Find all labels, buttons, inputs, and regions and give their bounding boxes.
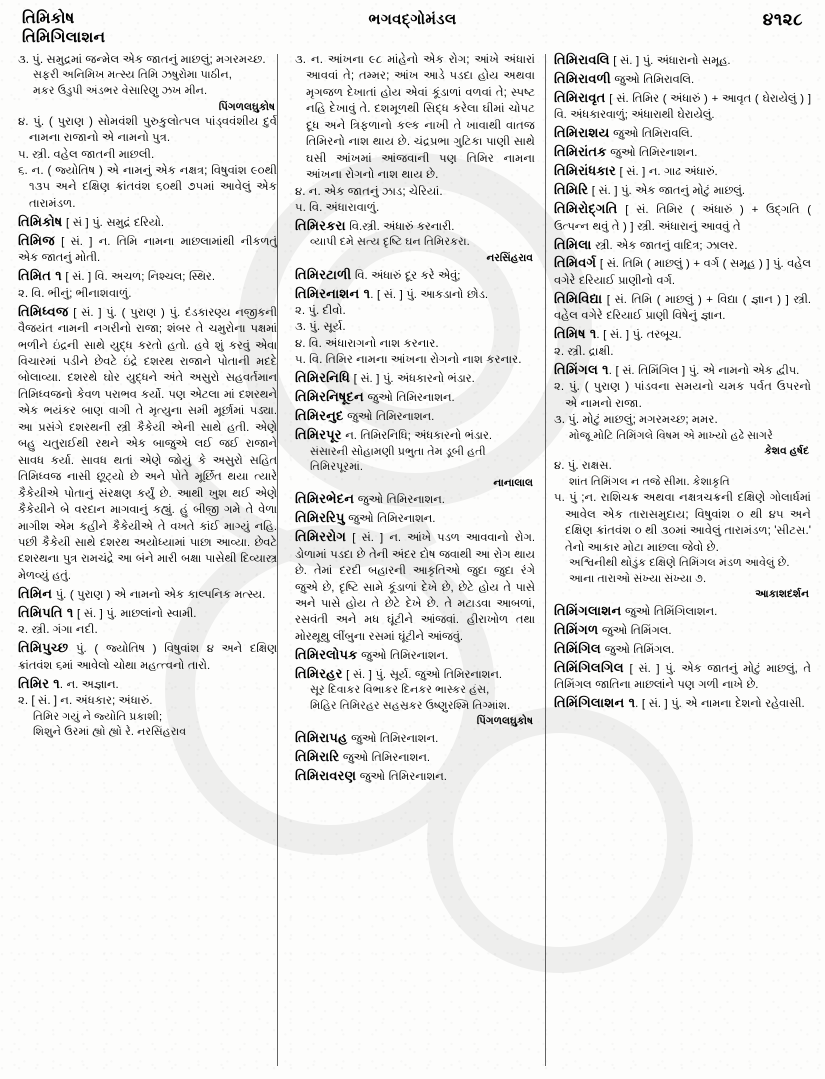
entry-body: [ સં. ] પું. એક જાતનું મોટું માછલું.	[588, 185, 746, 198]
dictionary-entry	[554, 144, 811, 161]
entry-definition	[295, 749, 535, 766]
entry-body: [ સં. તિમિ ( માછલું ) + વર્ગ ( સમૂહ ) ] પું. વહેલ વગેરે દરિયાઈ પ્રાણીનો વર્ગ.	[554, 258, 811, 287]
entry-body: . ન. અજ્ઞાન.	[59, 678, 119, 691]
entry-sense: ૩. પું. મોટું માછલું; મગરમચ્છ; મમર.	[554, 413, 718, 427]
entry-headword: તિમિંગળ	[554, 621, 599, 637]
entry-citation-quote: સફરી અનિમિખ મત્સ્ય તિમિ ઝષુરોમા પાઠીન,	[33, 69, 232, 82]
entry-definition	[295, 510, 535, 527]
entry-definition	[295, 408, 535, 425]
entry-headword: તિમિંગિલ	[554, 640, 601, 656]
dictionary-entry	[295, 427, 535, 490]
entry-body: [ સં. તિમિર ( અંધારું ) + ઉદ્ગતિ ( ઉત્પન્ન થવું તે ) ] સ્ત્રી. અંધારાનું આવવું તે	[554, 204, 811, 233]
entry-headword: તિમિંગલાશન	[554, 602, 622, 618]
entry-sense: ૫. પું ;ન. રાશિચક્ર અથવા નક્ષત્રચક્રની દક્ષિણે ગોલાર્ધમાં આવેલ એક તારાસમુદાય; વિષુવાંશ ૦ થી ૪૫ અને દક્ષિણ ક્રાંતવંશ ૦ થી ૩૦માં આવેલું તારામંડળ; 'સીટસ.' તેનો આકાર મોટા માછલા જેવો છે.	[554, 491, 811, 554]
entry-headword: તિમિરહર	[295, 665, 343, 681]
entry-headword: તિમિંગિલાશન ૧	[554, 694, 636, 710]
entry-definition	[295, 666, 535, 683]
entry-definition	[554, 237, 811, 254]
entry-headword: તિમિરભેદન	[295, 491, 355, 507]
entry-headword: તિમિરાશય	[554, 125, 610, 141]
entry-citation-quote: તિમિરપૂરમાં.	[310, 461, 363, 474]
dictionary-entry	[554, 362, 811, 601]
entry-definition	[295, 427, 535, 444]
entry-body: [ સં ] પું. સમુદ્રં દરિયો.	[62, 216, 165, 229]
entry-sense: ૬. ન. ( જ્યોતિષ ) એ નામનું એક નક્ષત્ર; વિષુવાંશ ૯૦થી ૧૩૫ અને દક્ષિણ ક્રાંતવંશ ૬૦થી ૭૫માં આવેલું એક તારામંડળ.	[18, 164, 277, 210]
entry-definition	[554, 255, 811, 289]
entry-headword: તિમિરપૂર	[295, 427, 342, 443]
entry-body: [ સં. ] પું. માછલાંનો સ્વામી.	[73, 607, 197, 620]
citation-source: કેશવ હર્ષદ	[764, 445, 809, 458]
entry-body: વિ. અંધારું દૂર કરે એવું;	[351, 269, 461, 282]
entry-definition	[554, 71, 811, 88]
entry-body: જુઓ તિમિરાવલિ.	[609, 128, 693, 141]
entry-body: [ સં. ] ન. તિમિ નામના માછલામાંથી નીકળતું એક જાતનું મોતી.	[18, 235, 277, 265]
dictionary-entry	[18, 233, 277, 267]
entry-body: [ સં. ] પું. સૂર્ય. જુઓ તિમિરનાશન.	[342, 668, 503, 681]
entry-body: ન. તિમિરનિધિ; અંધકારનો ભંડાર.	[341, 430, 493, 443]
entry-body: જુઓ તિમિરનાશન.	[606, 147, 698, 160]
entry-citation-quote: સંસારની સોહામણી પ્રભુતા તેમ ડૂબી હતી	[310, 445, 486, 458]
entry-definition	[554, 362, 811, 379]
dictionary-entry	[295, 370, 535, 387]
entry-body: જુઓ તિમિરનાશન.	[356, 770, 447, 783]
entry-body: જુઓ તિમિરનાશન.	[363, 392, 455, 405]
entry-citation-quote: તિમિર ગયું ને જ્યોતિ પ્રકાશી;	[33, 710, 163, 723]
entry-definition	[18, 268, 277, 285]
entry-citation-quote: મિહિર તિમિરહર સહસ્રકર ઉષ્ણુરશ્મિ તિગ્માંશ.	[310, 699, 511, 712]
dictionary-entry	[295, 768, 535, 785]
entry-headword: તિમિરાવૃત	[554, 89, 606, 105]
dictionary-entry	[18, 268, 277, 302]
dictionary-entry	[295, 267, 535, 284]
entry-body: . [ સં. ] પું. આકડાનો છોડ.	[370, 288, 489, 301]
entry-definition	[295, 768, 535, 785]
dictionary-entry	[18, 52, 277, 212]
dictionary-entry	[554, 125, 811, 142]
dictionary-entry	[18, 304, 277, 585]
entry-definition	[554, 201, 811, 235]
entry-sense: ૪. ન. એક જાતનું ઝાડ; ચેરિયાં.	[295, 184, 443, 198]
entry-headword: તિમિરારિ	[295, 748, 340, 764]
running-head-last-entry: તિમિગિલાશન	[22, 29, 106, 46]
entry-definition	[295, 647, 535, 664]
entry-citation-quote: વ્યાપી દમે સત્ય દૃષ્ટિ ઘન તિમિરકરા.	[310, 236, 470, 249]
book-title: ભગવદ્ગોમંડલ	[368, 11, 457, 28]
column-2	[286, 52, 544, 1072]
entry-body: [ સં. તિમિર ( અંધારું ) + આવૃત ( ઘેરાયેલું ) ] વિ. અંધકારવાળું; અંધારાથી ઘેરાયેલું.	[554, 92, 811, 122]
dictionary-entry	[554, 660, 811, 694]
entry-body: જુઓ તિમિરનાશન.	[343, 411, 435, 424]
entry-sense: ૪. પું. ( પુરાણ ) સોમવંશી પુરુકુલોત્પલ પાંડ્વવંશીય દુર્વ નામના રાજાનો એ નામનો પુત્ર.	[18, 114, 277, 145]
entry-headword: તિમિર ૧	[18, 675, 60, 691]
entry-body: વિ.સ્ત્રી. અંધારું કરનારી.	[345, 221, 455, 234]
entry-headword: તિમિરાપહ	[295, 729, 348, 745]
entry-body: [ સં. ] વિ. અચળ; નિશ્ચલ; સ્થિર.	[61, 271, 215, 284]
entry-sense: ૨. પું. દીવો.	[295, 303, 346, 317]
dictionary-entry	[554, 71, 811, 88]
entry-body: જુઓ તિમિરનાશન.	[354, 494, 445, 507]
dictionary-entry	[554, 182, 811, 199]
entry-headword: તિમિષ ૧	[554, 326, 597, 342]
entry-definition	[18, 676, 277, 693]
entry-citation-quote: સૂર દિવાકર વિભાકર દિનકર ભાસ્કર હંસ,	[310, 684, 490, 697]
entry-headword: તિમિરરોગ	[295, 529, 347, 545]
citation-source: પિંગળલઘુકોષ	[218, 100, 275, 113]
running-head-first-entry: તિમિકોષ	[22, 10, 75, 27]
entry-headword: તિમિરકરા	[295, 218, 346, 234]
entry-headword: તિમિરાવરણ	[295, 767, 357, 783]
entry-sense: ૩. ન. આંખના ૯૮ માંહેનો એક રોગ; આંખે અંધારાં આવવાં તે; તમ્મર; આંખ આડે પડદા હોય અથવા મૃગજળ દેખાતાં હોય એવાં કૂંડાળાં વળવાં તે; સ્પષ્ટ નહિ દેખાવું તે. દશમૂળથી સિદ્ધ કરેલા ઘીમાં ચોપટ દૂધ અને ત્રિફળાનો કલ્ક નાખી તે ખાવાથી વાતજ તિમિરનો નાશ થાય છે. ચંદ્રપ્રભા ગુટિકા પાણી સાથે ઘસી આંખમાં આંજવાની પણ તિમિર નામના આંખના રોગનો નાશ થાય છે.	[295, 53, 535, 182]
citation-source: પિંગળલઘુકોષ	[476, 715, 533, 728]
entry-headword: તિમિપતિ ૧	[18, 604, 74, 620]
entry-sense: ૨. [ સં. ] ન. અંધકાર; અંધારું.	[18, 694, 153, 708]
entry-headword: તિમિજ	[18, 232, 55, 248]
entry-definition	[554, 660, 811, 694]
entry-definition	[295, 370, 535, 387]
entry-headword: તિમિરનાશન ૧	[295, 285, 371, 301]
dictionary-entry	[295, 730, 535, 747]
entry-definition	[18, 586, 277, 603]
entry-headword: તિમિંગલ ૧	[554, 361, 609, 377]
entry-headword: તિમિરાવલિ	[554, 52, 610, 67]
citation-source: આકાશદર્શન	[755, 588, 809, 601]
column-1	[18, 52, 286, 1072]
entry-definition	[554, 52, 811, 69]
column-3	[544, 52, 811, 1072]
entry-body: પું. ( પુરાણ ) એ નામનો એક કાલ્પનિક મત્સ્ય.	[52, 588, 266, 601]
dictionary-entry	[295, 52, 535, 217]
entry-headword: તિમિરાવળી	[554, 70, 611, 86]
entry-citation-quote: અશ્વિનીથી થોડુંક દક્ષિણે તિમિંગલ મંડળ આવેલું છે. આના તારાઓ સંખ્યા સંખ્યા ૭.	[569, 556, 790, 585]
entry-definition	[554, 695, 811, 712]
entry-body: જુઓ તિમિરાવલિ.	[610, 73, 695, 86]
entry-body: સ્ત્રી. એક જાતનું વાદિત્ર; ઝાલર.	[591, 239, 738, 252]
entry-body: જુઓ તિમિરનાશન.	[339, 751, 431, 764]
entry-body: [ સં. તિમિ ( માછલું ) + વિદ્યા ( જ્ઞાન ) ] સ્ત્રી. વહેલ વગેરે દરિયાઈ પ્રાણી વિષેનું જ્ઞાન.	[554, 293, 811, 323]
entry-sense: ૩. પું. સૂર્ય.	[295, 320, 346, 334]
entry-citation-quote: શિશુને ઉરમાં હ્યો હ્યો રે. નરસિંહરાવ	[33, 726, 187, 739]
dictionary-entry	[554, 695, 811, 712]
entry-headword: તિમિરનિધિ	[295, 370, 351, 386]
entry-body: [ સં. ] પું. અંધકારનો ભંડાર.	[350, 373, 475, 386]
dictionary-entry	[295, 749, 535, 766]
entry-definition	[554, 326, 811, 343]
entry-sense: ૪. પું. રાક્ષસ.	[554, 459, 612, 473]
entry-definition	[295, 389, 535, 406]
dictionary-entry	[554, 641, 811, 658]
entry-definition	[18, 233, 277, 267]
dictionary-entry	[295, 389, 535, 406]
entry-body: [ સં. ] ન. આંખે પડળ આવવાનો રોગ. ડોળામાં પડદા છે તેની અંદર દોષ જવાથી આ રોગ થાય છે. તેમાં દરદી બહારની આકૃતિઓ જુદા જુદા રંગે જુએ છે, દૃષ્ટિ સામે કૂંડાળાં દેખે છે, છેટે હોય તે પાસે અને પાસે હોય તે છેટે દેખે છે. તે મટાડવા આબળાં, રસવંતી અને મધ ઘૂંટીને આંજવાં. હીરાખોળ તથા મોરથૂથુ લીંબુના રસમાં ઘૂંટીને આંજવું.	[295, 532, 535, 643]
dictionary-entry	[295, 218, 535, 265]
entry-body: પું. ( જ્યોતિષ ) વિષુવાંશ ૪ અને દક્ષિણ ક્રાંતવંશ ૬માં આવેલો ચોથા મહત્ત્વનો તારો.	[18, 643, 277, 672]
dictionary-entry	[18, 214, 277, 231]
entry-body: [ સં. ] પું. ( પુરાણ ) પું. દંડકારણ્ય નજીકની વૈજયંત નામની નગરીનો રાજા; શંબર તે ચમુરોના પક્ષમાં ભળીને ઇંદ્રની સાથે યુદ્ધ કરતો હતો. હવે શું કરવું એવા વિચારમાં પડીને છેવટે ઇંદ્રે દશરથ રાજાને પોતાની મદદે બોલાવ્યા. દશરથે ઘોર યુદ્ધને અંતે અસુરો સહવર્તમાન તિમિધ્વજનો કેવળ પરાભવ કર્યો. પણ એટલા માં દશરથને એક ભયંકર બાણ વાગી તે મૃત્યુના સમી મૂર્છામાં પડ્યા. આ પ્રસંગે દશરથની સ્ત્રી કૈકેયી એની સાથે હતી. એણે બહુ ચતુરાઈથી રથને એક બાજુએ લઈ જઈ રાજાને સાવધ કર્યા. સાવધ થતાં એણે જોયું કે અસુરો સહિત તિમિધ્વજ નાસી છૂટ્યો છે અને પોતે મૂર્છિત થયા ત્યારે કૈકેયીએ પોતાનું સંરક્ષણ કર્યું છે. આથી ખુશ થઈ એણે કૈકેયીને બે વરદાન માગવાનું કહ્યું. હું બીજી ગમે તે વેળા માગીશ એમ કહીને કૈકેયીએ તે વખતે કાંઈ માગ્યું નહિ. પછી કૈકેયી સાથે દશરથ અયોધ્યામાં પાછા આવ્યા. છેવટે દશરથના પુત્ર રામચંદ્રે આ બંને મારી બક્ષા પાસેથી દિવ્યાસ્ત્ર મેળવ્યું હતું.	[18, 306, 277, 582]
entry-definition	[554, 125, 811, 142]
entry-headword: તિમિરટાળી	[295, 266, 352, 282]
dictionary-entry	[554, 291, 811, 325]
entry-citation-quote: મકર ઉડુપી અંડભર વેસારિણુ ઝખ મીન.	[33, 85, 208, 98]
entry-headword: તિમિરનિષૂદન	[295, 389, 364, 405]
dictionary-entry	[554, 255, 811, 289]
page-header	[0, 0, 825, 52]
entry-definition	[295, 730, 535, 747]
entry-body: . [ સં. ] પું. એ નામના દેશનો રહેવાસી.	[635, 697, 805, 710]
entry-body: [ સં. ] પું. એક જાતનું મોટું માછલું, તે તિમિંગલ જાતિના માછલાંને પણ ગળી નાખે છે.	[554, 662, 811, 691]
entry-headword: તિમિંગિલગિલ	[554, 659, 624, 675]
entry-headword: તિમિરોદ્ગતિ	[554, 201, 618, 217]
entry-body: . [ સં. તિમિંગિલ ] પું. એ નામનો એક દ્વીપ.	[608, 364, 800, 377]
entry-headword: તિમિવિદ્યા	[554, 290, 603, 306]
entry-citation-quote: શાંત તિમિંગલ ન તજે સીમા. કેશાકૃતિ	[569, 475, 730, 488]
dictionary-entry	[18, 640, 277, 674]
entry-definition	[18, 214, 277, 231]
dictionary-entry	[295, 510, 535, 527]
dictionary-entry	[18, 605, 277, 639]
entry-body: [ સં. ] પું. અંધારાનો સમૂહ.	[609, 55, 731, 67]
entry-headword: તિમિરલોપક	[295, 646, 358, 662]
entry-definition	[554, 90, 811, 124]
entry-body: જુઓ તિમિરનાશન.	[347, 732, 439, 745]
entry-sense: ૨. સ્ત્રી. દ્રાક્ષી.	[554, 344, 614, 358]
column-container	[0, 52, 825, 1072]
entry-body: જુઓ તિમિંગલ.	[598, 624, 672, 637]
dictionary-entry	[554, 90, 811, 124]
dictionary-entry	[554, 603, 811, 620]
dictionary-entry	[554, 326, 811, 360]
entry-definition	[554, 182, 811, 199]
dictionary-entry	[295, 491, 535, 508]
entry-headword: તિમિન	[18, 585, 53, 601]
entry-definition	[295, 491, 535, 508]
dictionary-entry	[554, 52, 811, 69]
dictionary-entry	[554, 163, 811, 180]
entry-sense: ૫. સ્ત્રી. વહેલ જાતની માછલી.	[18, 147, 155, 161]
dictionary-entry	[554, 237, 811, 254]
entry-headword: તિમિલા	[554, 236, 592, 252]
entry-headword: તિમિરાંતક	[554, 144, 607, 160]
entry-body: જુઓ તિમિંગલ.	[601, 643, 675, 656]
page-number: ૪૧૨૮	[762, 10, 803, 29]
entry-definition	[554, 622, 811, 639]
entry-headword: તિમિત ૧	[18, 268, 62, 284]
entry-sense: ૨. વિ. ભીનું; ભીનાશવાળું.	[18, 286, 132, 300]
entry-sense: ૨. પું. ( પુરાણ ) પાંડવના સમયનો ચમક પર્વત ઉપરનો એ નામનો રાજા.	[554, 380, 811, 410]
entry-definition	[554, 163, 811, 180]
entry-citation-quote: મોજૂ મોટિ તિમિંગલે વિષમ એ માખ્યો હઢે સાગરે	[569, 429, 773, 442]
dictionary-entry	[295, 647, 535, 664]
entry-definition	[295, 267, 535, 284]
entry-sense: ૫. વિ. અંધારાવાળું.	[295, 201, 380, 215]
entry-headword: તિમિવર્ગ	[554, 255, 597, 271]
entry-headword: તિમિરરિપુ	[295, 510, 345, 526]
entry-definition	[18, 640, 277, 674]
entry-definition	[554, 291, 811, 325]
dictionary-entry	[18, 586, 277, 603]
entry-sense: ૫. વિ. તિમિર નામના આંખના રોગનો નાશ કરનાર.	[295, 353, 522, 367]
entry-sense: ૨. સ્ત્રી. ગંગા નદી.	[18, 623, 98, 637]
entry-definition	[18, 605, 277, 622]
entry-body: જુઓ તિમિરનાશન.	[357, 649, 449, 662]
dictionary-entry	[18, 676, 277, 741]
entry-headword: તિમિરિ	[554, 182, 589, 198]
entry-definition	[554, 144, 811, 161]
dictionary-entry	[295, 408, 535, 425]
dictionary-entry	[295, 529, 535, 645]
dictionary-entry	[554, 201, 811, 235]
entry-sense: ૩. પું. સમુદ્રમાં જન્મેલ એક જાતનું માછલું; મગરમચ્છ.	[18, 53, 266, 66]
entry-definition	[18, 304, 277, 585]
entry-headword: તિમિરનુદ	[295, 408, 344, 424]
entry-definition	[295, 286, 535, 303]
entry-definition	[554, 603, 811, 620]
entry-headword: તિમિધ્વજ	[18, 303, 69, 319]
entry-headword: તિમિરાંધકાર	[554, 163, 616, 179]
dictionary-entry	[295, 286, 535, 369]
entry-headword: તિમિકોષ	[18, 213, 63, 229]
entry-definition	[295, 218, 535, 235]
dictionary-entry	[554, 622, 811, 639]
entry-body: [ સં. ] ન. ગાઢ અંધારું.	[615, 166, 718, 179]
citation-source: નાનાલાલ	[493, 476, 533, 489]
entry-definition	[554, 641, 811, 658]
citation-source: નરસિંહરાવ	[486, 252, 533, 265]
entry-headword: તિમિપુચ્છ	[18, 640, 69, 656]
entry-definition	[295, 529, 535, 645]
entry-body: . [ સં. ] પું. તરબૂચ.	[596, 329, 682, 342]
entry-body: જુઓ તિમિંગિલાશન.	[621, 605, 718, 618]
entry-body: જુઓ તિમિરનાશન.	[344, 513, 436, 526]
dictionary-entry	[295, 666, 535, 729]
entry-sense: ૪. વિ. અંધારાગનો નાશ કરનાર.	[295, 336, 439, 350]
